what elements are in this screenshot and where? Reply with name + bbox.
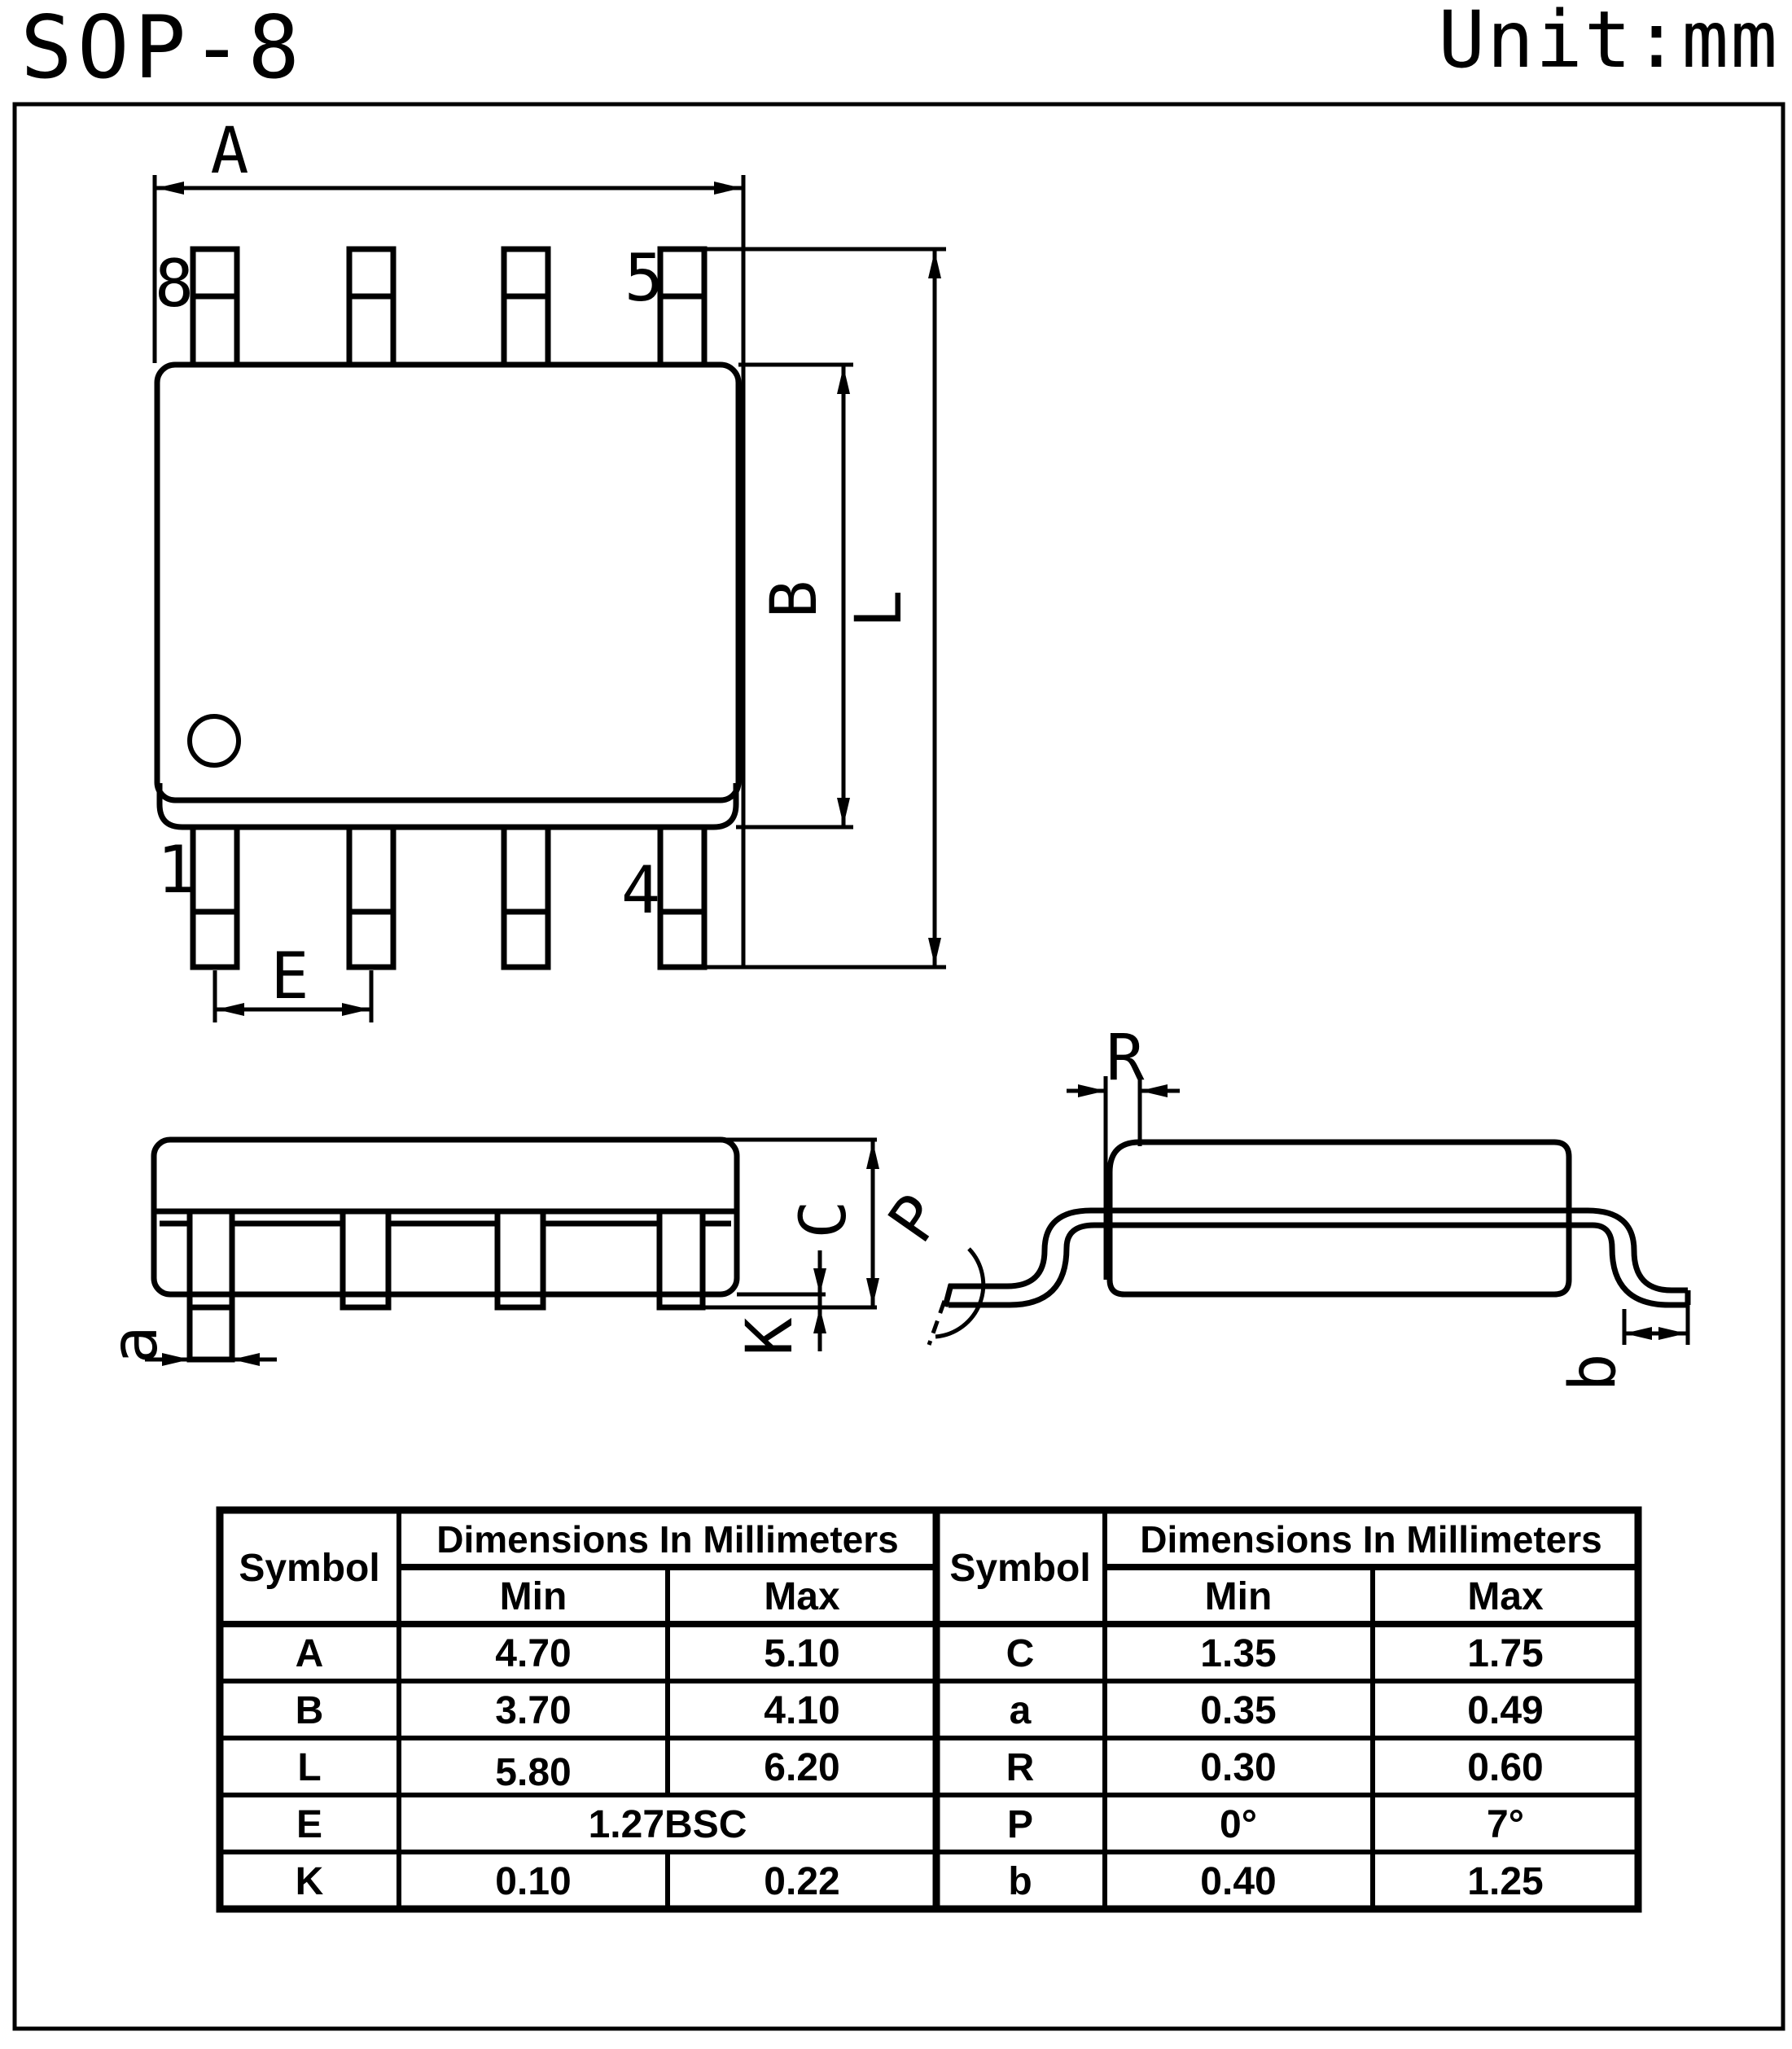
svg-text:b: b bbox=[1008, 1860, 1032, 1903]
table-row bbox=[296, 1860, 840, 1903]
pin-label-4: 4 bbox=[620, 852, 661, 928]
svg-text:a: a bbox=[1009, 1689, 1032, 1732]
dimension-table-right bbox=[936, 1510, 1638, 1909]
arrowhead bbox=[156, 182, 184, 195]
pin-4 bbox=[660, 827, 704, 967]
svg-text:7°: 7° bbox=[1487, 1803, 1524, 1846]
svg-text:0.22: 0.22 bbox=[764, 1860, 840, 1903]
dim-C-label: C bbox=[787, 1200, 861, 1239]
svg-text:1.27BSC: 1.27BSC bbox=[588, 1803, 747, 1846]
arrowhead bbox=[1658, 1327, 1686, 1340]
pin-label-1: 1 bbox=[156, 832, 197, 908]
package-body-lip bbox=[160, 783, 736, 827]
arrowhead bbox=[714, 182, 742, 195]
front-pins bbox=[190, 1211, 703, 1359]
dim-E-label: E bbox=[270, 940, 309, 1014]
arrowhead bbox=[928, 251, 941, 278]
svg-text:0.60: 0.60 bbox=[1467, 1746, 1544, 1789]
dim-B-label: B bbox=[758, 580, 831, 619]
pin-6 bbox=[504, 249, 548, 365]
svg-text:4.70: 4.70 bbox=[495, 1632, 572, 1675]
dim-C bbox=[787, 1141, 879, 1306]
arrowhead bbox=[232, 1353, 260, 1366]
arrowhead bbox=[217, 1003, 244, 1016]
dim-P bbox=[874, 1182, 983, 1345]
dim-P-label: P bbox=[874, 1182, 957, 1256]
svg-text:R: R bbox=[1006, 1746, 1035, 1789]
svg-text:A: A bbox=[295, 1632, 324, 1675]
table-right-dim-header: Dimensions In Millimeters bbox=[1140, 1518, 1602, 1561]
pin-8 bbox=[193, 249, 237, 365]
svg-text:0.40: 0.40 bbox=[1200, 1860, 1277, 1903]
end-view bbox=[874, 1022, 1688, 1391]
table-left-min-header: Min bbox=[499, 1575, 567, 1618]
svg-text:6.20: 6.20 bbox=[764, 1746, 840, 1789]
front-pin-1-extended bbox=[190, 1211, 232, 1359]
arrowhead bbox=[1624, 1327, 1652, 1340]
package-body-top-view bbox=[157, 365, 738, 800]
svg-text:5.10: 5.10 bbox=[764, 1632, 840, 1675]
table-right-min-header: Min bbox=[1204, 1575, 1273, 1618]
arrowhead bbox=[342, 1003, 370, 1016]
svg-text:E: E bbox=[296, 1803, 323, 1846]
dim-R-label: R bbox=[1106, 1022, 1145, 1095]
svg-text:0.10: 0.10 bbox=[495, 1860, 572, 1903]
dim-P-arc bbox=[935, 1249, 984, 1337]
svg-text:P: P bbox=[1006, 1803, 1034, 1846]
svg-text:K: K bbox=[295, 1860, 324, 1903]
table-row bbox=[1007, 1803, 1524, 1846]
svg-text:0°: 0° bbox=[1220, 1803, 1257, 1846]
dim-a-label: a bbox=[99, 1325, 172, 1364]
table-row bbox=[1010, 1689, 1544, 1732]
table-left-symbol-header: Symbol bbox=[239, 1547, 380, 1590]
table-left-dim-header: Dimensions In Millimeters bbox=[436, 1518, 899, 1561]
package-body-front-view bbox=[154, 1140, 737, 1294]
svg-text:0.35: 0.35 bbox=[1200, 1689, 1277, 1732]
arrowhead bbox=[1078, 1084, 1106, 1097]
pin-3 bbox=[504, 827, 548, 967]
package-body-end-view bbox=[1110, 1142, 1569, 1294]
pin-label-5: 5 bbox=[624, 240, 664, 316]
svg-text:L: L bbox=[297, 1746, 322, 1789]
arrowhead bbox=[813, 1307, 826, 1333]
top-view bbox=[155, 115, 946, 1022]
table-row bbox=[296, 1689, 840, 1732]
front-view bbox=[99, 1140, 879, 1366]
table-row bbox=[296, 1803, 747, 1846]
arrowhead bbox=[866, 1141, 879, 1169]
table-left-max-header: Max bbox=[764, 1575, 840, 1618]
pin-7 bbox=[349, 249, 393, 365]
table-row bbox=[297, 1746, 839, 1794]
page-title: SOP-8 bbox=[20, 0, 305, 98]
svg-text:1.35: 1.35 bbox=[1200, 1632, 1277, 1675]
table-right-max-header: Max bbox=[1467, 1575, 1544, 1618]
pin-2 bbox=[349, 827, 393, 967]
table-row bbox=[296, 1632, 840, 1675]
dim-K bbox=[734, 1250, 826, 1355]
table-row bbox=[1006, 1632, 1544, 1675]
svg-text:0.49: 0.49 bbox=[1467, 1689, 1544, 1732]
arrowhead bbox=[837, 366, 850, 394]
arrowhead bbox=[928, 938, 941, 965]
svg-text:5.80: 5.80 bbox=[495, 1751, 572, 1794]
dim-R bbox=[1067, 1022, 1180, 1280]
svg-text:4.10: 4.10 bbox=[764, 1689, 840, 1732]
table-row bbox=[1008, 1860, 1543, 1903]
unit-label: Unit:mm bbox=[1438, 0, 1779, 85]
svg-text:0.30: 0.30 bbox=[1200, 1746, 1277, 1789]
dim-L-label: L bbox=[843, 589, 916, 628]
table-right-symbol-header: Symbol bbox=[949, 1547, 1091, 1590]
arrowhead bbox=[813, 1268, 826, 1294]
pin1-indicator-circle bbox=[190, 716, 239, 765]
arrowhead bbox=[866, 1278, 879, 1306]
dim-b-label: b bbox=[1557, 1353, 1630, 1392]
arrowhead bbox=[837, 798, 850, 825]
dim-B bbox=[736, 365, 853, 827]
svg-text:3.70: 3.70 bbox=[495, 1689, 572, 1732]
table-row bbox=[1006, 1746, 1544, 1789]
svg-text:1.25: 1.25 bbox=[1467, 1860, 1544, 1903]
svg-text:B: B bbox=[295, 1689, 324, 1732]
svg-text:1.75: 1.75 bbox=[1467, 1632, 1544, 1675]
dim-K-label: K bbox=[734, 1317, 807, 1356]
dimension-table-left bbox=[220, 1510, 936, 1909]
pin-1 bbox=[193, 827, 237, 967]
svg-text:C: C bbox=[1006, 1632, 1035, 1675]
dim-A-label: A bbox=[210, 115, 249, 188]
pin-label-8: 8 bbox=[154, 246, 195, 322]
pin-5 bbox=[660, 249, 704, 365]
